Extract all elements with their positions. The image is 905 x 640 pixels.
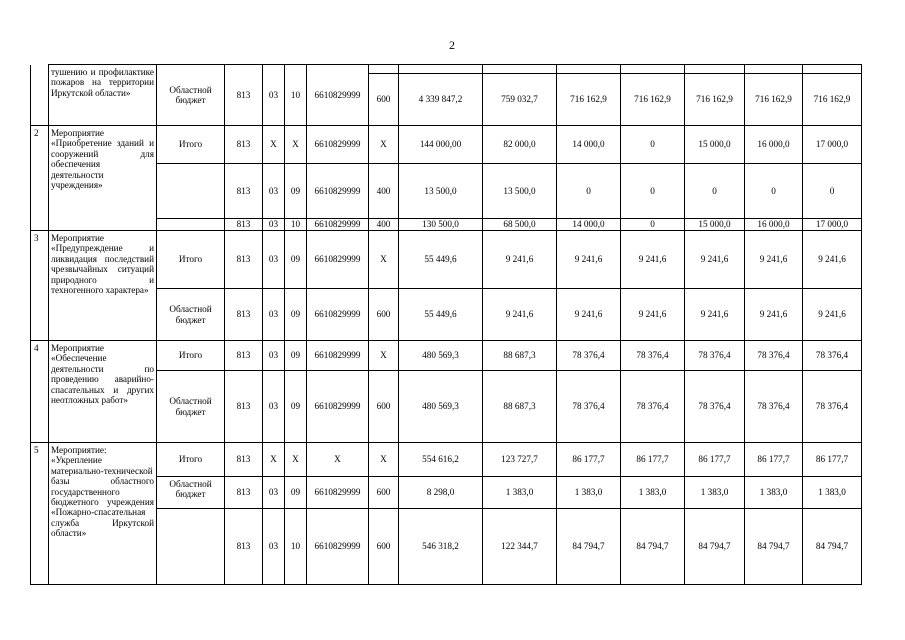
table-row — [31, 443, 862, 477]
value-cell: 144 000,00 — [399, 126, 483, 164]
code-cell: 09 — [285, 164, 307, 219]
code-cell: 600 — [369, 371, 399, 443]
row-number — [31, 65, 49, 126]
funding-source — [157, 219, 225, 231]
value-cell: 78 376,4 — [557, 371, 621, 443]
funding-source: Областной бюджет — [157, 477, 225, 509]
code-cell: 10 — [285, 65, 307, 126]
value-cell: 9 241,6 — [685, 231, 745, 289]
page-number: 2 — [449, 38, 455, 52]
code-cell: 813 — [225, 443, 263, 477]
value-cell: 9 241,6 — [745, 231, 803, 289]
code-cell: 600 — [369, 74, 399, 126]
code-cell: 03 — [263, 477, 285, 509]
value-cell: 1 383,0 — [621, 477, 685, 509]
value-cell: 0 — [803, 164, 862, 219]
measure-name: Мероприятие «Приобретение зданий и сооружений для обеспечения деятельности учреждения» — [49, 126, 157, 231]
value-cell: 1 383,0 — [803, 477, 862, 509]
code-cell: 6610829999 — [307, 65, 369, 126]
code-cell: 600 — [369, 289, 399, 341]
blank-cell — [557, 65, 621, 74]
blank-cell — [803, 65, 862, 74]
value-cell: 554 616,2 — [399, 443, 483, 477]
value-cell: 4 339 847,2 — [399, 74, 483, 126]
value-cell: 84 794,7 — [621, 509, 685, 585]
code-cell: 03 — [263, 65, 285, 126]
table-row — [31, 341, 862, 371]
code-cell: X — [307, 443, 369, 477]
value-cell: 78 376,4 — [685, 341, 745, 371]
value-cell: 0 — [557, 164, 621, 219]
value-cell: 13 500,0 — [483, 164, 557, 219]
code-cell: 400 — [369, 219, 399, 231]
code-cell: 03 — [263, 164, 285, 219]
value-cell: 716 162,9 — [803, 74, 862, 126]
code-cell: 03 — [263, 509, 285, 585]
value-cell: 13 500,0 — [399, 164, 483, 219]
blank-cell — [685, 65, 745, 74]
funding-source: Итого — [157, 126, 225, 164]
code-cell: 6610829999 — [307, 371, 369, 443]
code-cell: 6610829999 — [307, 126, 369, 164]
blank-cell — [483, 65, 557, 74]
value-cell: 55 449,6 — [399, 289, 483, 341]
code-cell: 6610829999 — [307, 289, 369, 341]
code-cell: X — [369, 231, 399, 289]
value-cell: 14 000,0 — [557, 219, 621, 231]
value-cell: 68 500,0 — [483, 219, 557, 231]
value-cell: 78 376,4 — [621, 371, 685, 443]
code-cell: 09 — [285, 341, 307, 371]
funding-source — [157, 509, 225, 585]
value-cell: 0 — [745, 164, 803, 219]
code-cell: X — [285, 443, 307, 477]
blank-cell — [399, 65, 483, 74]
value-cell: 84 794,7 — [685, 509, 745, 585]
value-cell: 14 000,0 — [557, 126, 621, 164]
code-cell: 10 — [285, 219, 307, 231]
code-cell: X — [263, 126, 285, 164]
value-cell: 86 177,7 — [685, 443, 745, 477]
value-cell: 716 162,9 — [621, 74, 685, 126]
value-cell: 84 794,7 — [557, 509, 621, 585]
code-cell: 600 — [369, 477, 399, 509]
measure-name: тушению и профилактике пожаров на территории Иркутской области» — [49, 65, 157, 126]
value-cell: 55 449,6 — [399, 231, 483, 289]
value-cell: 1 383,0 — [745, 477, 803, 509]
value-cell: 9 241,6 — [621, 289, 685, 341]
value-cell: 17 000,0 — [803, 219, 862, 231]
value-cell: 9 241,6 — [483, 231, 557, 289]
value-cell: 9 241,6 — [483, 289, 557, 341]
value-cell: 84 794,7 — [745, 509, 803, 585]
value-cell: 86 177,7 — [745, 443, 803, 477]
value-cell: 16 000,0 — [745, 126, 803, 164]
value-cell: 0 — [685, 164, 745, 219]
code-cell: 813 — [225, 231, 263, 289]
value-cell: 15 000,0 — [685, 126, 745, 164]
code-cell: 813 — [225, 341, 263, 371]
value-cell: 480 569,3 — [399, 371, 483, 443]
code-cell: 813 — [225, 477, 263, 509]
value-cell: 0 — [621, 219, 685, 231]
measure-name: Мероприятие «Обеспечение деятельности по проведению аварийно-спасательных и других неотложных работ» — [49, 341, 157, 443]
value-cell: 86 177,7 — [621, 443, 685, 477]
value-cell: 78 376,4 — [803, 371, 862, 443]
value-cell: 16 000,0 — [745, 219, 803, 231]
code-cell: 6610829999 — [307, 164, 369, 219]
code-cell: 03 — [263, 231, 285, 289]
code-cell: 600 — [369, 509, 399, 585]
value-cell: 78 376,4 — [803, 341, 862, 371]
code-cell: X — [369, 443, 399, 477]
code-cell: 813 — [225, 219, 263, 231]
value-cell: 84 794,7 — [803, 509, 862, 585]
value-cell: 78 376,4 — [745, 341, 803, 371]
code-cell: 813 — [225, 164, 263, 219]
value-cell: 0 — [621, 164, 685, 219]
value-cell: 546 318,2 — [399, 509, 483, 585]
code-cell: X — [263, 443, 285, 477]
value-cell: 86 177,7 — [803, 443, 862, 477]
funding-source: Областной бюджет — [157, 65, 225, 126]
value-cell: 15 000,0 — [685, 219, 745, 231]
code-cell: 6610829999 — [307, 219, 369, 231]
value-cell: 9 241,6 — [745, 289, 803, 341]
table-row — [31, 231, 862, 289]
table-row — [31, 126, 862, 164]
value-cell: 88 687,3 — [483, 371, 557, 443]
code-cell: 813 — [225, 371, 263, 443]
code-cell: 813 — [225, 509, 263, 585]
code-cell: 09 — [285, 371, 307, 443]
code-cell: X — [369, 126, 399, 164]
code-cell: 6610829999 — [307, 341, 369, 371]
row-number: 3 — [31, 231, 49, 341]
funding-source: Итого — [157, 231, 225, 289]
value-cell: 9 241,6 — [557, 289, 621, 341]
value-cell: 0 — [621, 126, 685, 164]
code-cell: 03 — [263, 219, 285, 231]
value-cell: 78 376,4 — [621, 341, 685, 371]
blank-cell — [745, 65, 803, 74]
code-cell: 6610829999 — [307, 477, 369, 509]
code-cell: 09 — [285, 231, 307, 289]
value-cell: 1 383,0 — [483, 477, 557, 509]
value-cell: 122 344,7 — [483, 509, 557, 585]
value-cell: 716 162,9 — [745, 74, 803, 126]
value-cell: 759 032,7 — [483, 74, 557, 126]
value-cell: 1 383,0 — [685, 477, 745, 509]
value-cell: 9 241,6 — [621, 231, 685, 289]
value-cell: 123 727,7 — [483, 443, 557, 477]
value-cell: 17 000,0 — [803, 126, 862, 164]
value-cell: 9 241,6 — [557, 231, 621, 289]
value-cell: 9 241,6 — [803, 289, 862, 341]
funding-source: Областной бюджет — [157, 371, 225, 443]
blank-cell — [369, 65, 399, 74]
continuation-spacer-row — [31, 65, 862, 74]
row-number: 2 — [31, 126, 49, 231]
funding-source: Итого — [157, 341, 225, 371]
row-number: 5 — [31, 443, 49, 585]
value-cell: 9 241,6 — [685, 289, 745, 341]
value-cell: 716 162,9 — [685, 74, 745, 126]
code-cell: 813 — [225, 65, 263, 126]
code-cell: X — [285, 126, 307, 164]
value-cell: 8 298,0 — [399, 477, 483, 509]
code-cell: 09 — [285, 289, 307, 341]
value-cell: 1 383,0 — [557, 477, 621, 509]
value-cell: 82 000,0 — [483, 126, 557, 164]
measure-name: Мероприятие: «Укрепление материально-технической базы областного государственного бюджетного учреждения «Пожарно-спасательная служба Иркутской области» — [49, 443, 157, 585]
code-cell: 813 — [225, 289, 263, 341]
code-cell: 6610829999 — [307, 509, 369, 585]
funding-source: Итого — [157, 443, 225, 477]
funding-source — [157, 164, 225, 219]
blank-cell — [621, 65, 685, 74]
value-cell: 716 162,9 — [557, 74, 621, 126]
code-cell: 400 — [369, 164, 399, 219]
value-cell: 88 687,3 — [483, 341, 557, 371]
measure-name: Мероприятие «Предупреждение и ликвидация последствий чрезвычайных ситуаций природного и техногенного характера» — [49, 231, 157, 341]
code-cell: 03 — [263, 341, 285, 371]
code-cell: 03 — [263, 371, 285, 443]
budget-table — [30, 64, 862, 585]
value-cell: 130 500,0 — [399, 219, 483, 231]
value-cell: 78 376,4 — [745, 371, 803, 443]
value-cell: 78 376,4 — [557, 341, 621, 371]
code-cell: 09 — [285, 477, 307, 509]
code-cell: X — [369, 341, 399, 371]
code-cell: 03 — [263, 289, 285, 341]
code-cell: 10 — [285, 509, 307, 585]
row-number: 4 — [31, 341, 49, 443]
value-cell: 480 569,3 — [399, 341, 483, 371]
value-cell: 78 376,4 — [685, 371, 745, 443]
code-cell: 6610829999 — [307, 231, 369, 289]
value-cell: 9 241,6 — [803, 231, 862, 289]
code-cell: 813 — [225, 126, 263, 164]
value-cell: 86 177,7 — [557, 443, 621, 477]
funding-source: Областной бюджет — [157, 289, 225, 341]
